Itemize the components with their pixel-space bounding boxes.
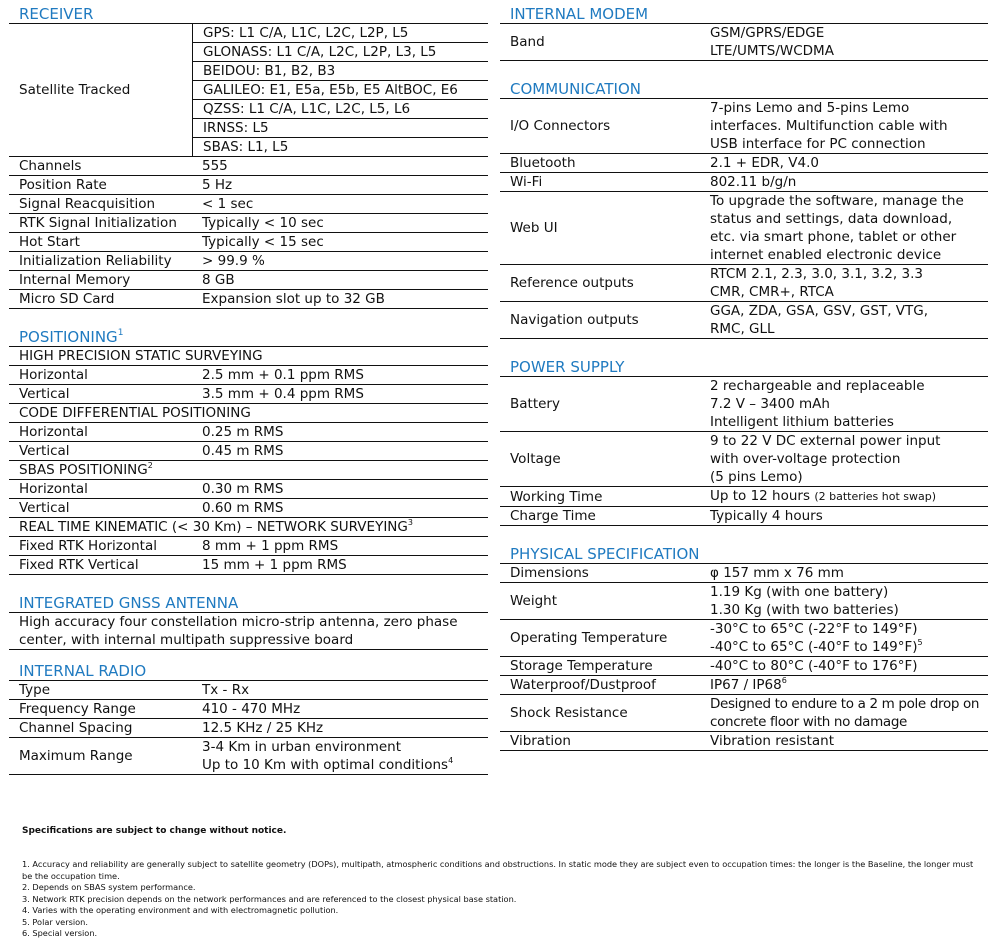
signal-reacquisition-value: < 1 sec [202,196,254,212]
table-row [9,271,488,290]
spacer [500,61,988,80]
navigation-outputs-row [500,302,988,339]
waterproof-label: Waterproof/Dustproof [510,677,656,693]
bluetooth-label: Bluetooth [510,155,576,171]
shock-value [700,695,979,731]
maximum-range-label: Maximum Range [19,748,133,764]
rtk-vertical-value: 15 mm + 1 ppm RMS [202,557,347,573]
charge-time-label: Charge Time [510,508,596,524]
table-row [9,214,488,233]
rtk-init-label: RTK Signal Initialization [19,215,177,231]
table-row [9,195,488,214]
sbas-horizontal-label: Horizontal [19,481,88,497]
code-horizontal-value: 0.25 m RMS [202,424,284,440]
voltage-line-1: 9 to 22 V DC external power input [710,433,941,449]
io-line-2: interfaces. Multifunction cable with [710,118,948,134]
code-vertical-label: Vertical [19,443,70,459]
table-row [9,176,488,195]
rtk-horizontal-value: 8 mm + 1 ppm RMS [202,538,339,554]
table-row [500,564,988,583]
web-line-1: To upgrade the software, manage the [710,193,964,209]
weight-line-2: 1.30 Kg (with two batteries) [710,602,899,618]
io-connectors-row [500,99,988,154]
init-reliability-value: > 99.9 % [202,253,265,269]
rtk-vertical-label: Fixed RTK Vertical [19,557,139,573]
sbas-vertical-label: Vertical [19,500,70,516]
sbas-vertical-value: 0.60 m RMS [202,500,284,516]
hot-start-value: Typically < 15 sec [202,234,324,250]
rtk-init-value: Typically < 10 sec [202,215,324,231]
channels-label: Channels [19,158,82,174]
positioning-title [9,328,488,347]
optemp-line-1: -30°C to 65°C (-22°F to 149°F) [710,621,918,637]
static-horizontal-value: 2.5 mm + 0.1 ppm RMS [202,367,364,383]
table-row [500,507,988,526]
vibration-value: Vibration resistant [710,733,835,749]
footnote-1-cont: be the occupation time. [22,870,120,881]
receiver-title: RECEIVER [9,5,488,24]
table-row [9,366,488,385]
table-row [500,487,988,507]
band-row [500,24,988,61]
channels-value: 555 [202,158,228,174]
table-row [9,480,488,499]
io-line-1: 7-pins Lemo and 5-pins Lemo [710,100,910,116]
maximum-range-row [9,738,488,775]
footnote-1: 1. Accuracy and reliability are generally subject to satellite geometry (DOPs), multipath, atmospheric conditions and obstructions. In static mode they are subject even to occupation times: the longer is the Baseline, the longer must [22,859,974,869]
reference-outputs-label: Reference outputs [510,275,634,291]
weight-line-1: 1.19 Kg (with one battery) [710,584,889,600]
table-row [9,385,488,404]
spacer [9,575,488,594]
band-label: Band [510,34,545,50]
micro-sd-value: Expansion slot up to 32 GB [202,291,385,307]
waterproof-footnote-ref: 6 [781,676,787,685]
wifi-label: Wi-Fi [510,174,543,190]
web-line-3: etc. via smart phone, tablet or other [710,229,957,245]
working-time-label: Working Time [510,488,603,505]
optemp-line-2 [710,638,923,656]
optemp-footnote-ref: 5 [917,638,923,647]
ref-line-1: RTCM 2.1, 2.3, 3.0, 3.1, 3.2, 3.3 [710,266,923,282]
spacer [500,526,988,545]
vibration-label: Vibration [510,733,571,749]
web-ui-label: Web UI [510,220,558,236]
band-line-2: LTE/UMTS/WCDMA [710,43,834,59]
table-row [500,657,988,676]
bluetooth-value: 2.1 + EDR, V4.0 [710,155,819,171]
dimensions-value: φ 157 mm x 76 mm [710,565,844,581]
range-line-2-text: Up to 10 Km with optimal conditions [202,757,449,773]
battery-line-3: Intelligent lithium batteries [710,414,894,430]
sbas-footnote-ref: 2 [147,461,153,470]
operating-temp-row [500,620,988,657]
working-time-value [700,487,936,506]
rtk-heading-text: REAL TIME KINEMATIC (< 30 Km) – NETWORK SURVEYING [19,519,408,535]
rtk-network-head [9,518,488,537]
battery-value [700,377,925,431]
range-line-2 [202,756,453,774]
footnote-4: 4. Varies with the operating environment and with electromagnetic pollution. [22,905,339,915]
static-vertical-label: Vertical [19,386,70,402]
rtk-footnote-ref: 3 [407,518,413,527]
nav-line-2: RMC, GLL [710,321,775,337]
web-line-2: status and settings, data download, [710,211,953,227]
sbas-horizontal-value: 0.30 m RMS [202,481,284,497]
weight-value [700,583,899,619]
satellite-qzss: QZSS: L1 C/A, L1C, L2C, L5, L6 [193,100,488,119]
weight-label: Weight [510,593,558,609]
code-differential-head [9,404,488,423]
satellite-tracked-label: Satellite Tracked [19,82,131,98]
antenna-description [9,613,458,649]
position-rate-label: Position Rate [19,177,107,193]
wifi-value: 802.11 b/g/n [710,174,797,190]
internal-memory-value: 8 GB [202,272,235,288]
physical-title: PHYSICAL SPECIFICATION [500,545,988,564]
table-row [9,442,488,461]
rtk-network-heading [9,518,413,536]
voltage-value [700,432,940,486]
signal-reacquisition-label: Signal Reacquisition [19,196,156,212]
working-time-text: Up to 12 hours [710,488,811,504]
left-column [9,5,488,775]
positioning-footnote-ref: 1 [117,328,124,338]
navigation-outputs-label: Navigation outputs [510,312,639,328]
io-line-3: USB interface for PC connection [710,136,926,152]
radio-type-label: Type [19,682,51,698]
positioning-title-text: POSITIONING [19,328,118,346]
table-row [9,233,488,252]
position-rate-value: 5 Hz [202,177,233,193]
web-ui-row [500,192,988,265]
hot-start-label: Hot Start [19,234,80,250]
static-vertical-value: 3.5 mm + 0.4 ppm RMS [202,386,364,402]
satellite-beidou: BEIDOU: B1, B2, B3 [193,62,488,81]
code-vertical-value: 0.45 m RMS [202,443,284,459]
battery-row [500,377,988,432]
satellite-irnss: IRNSS: L5 [193,119,488,138]
table-row [9,700,488,719]
radio-title: INTERNAL RADIO [9,662,488,681]
weight-row [500,583,988,620]
spacer [9,650,488,662]
sbas-positioning-head [9,461,488,480]
radio-type-value: Tx - Rx [202,682,250,698]
table-row [9,252,488,271]
charge-time-value: Typically 4 hours [710,508,823,524]
code-horizontal-label: Horizontal [19,424,88,440]
satellite-sbas: SBAS: L1, L5 [203,139,289,155]
ref-line-2: CMR, CMR+, RTCA [710,284,834,300]
waterproof-text: IP67 / IP68 [710,677,782,693]
reference-outputs-row [500,265,988,302]
navigation-outputs-value [700,302,928,338]
voltage-label: Voltage [510,451,561,467]
reference-outputs-value [700,265,923,301]
rtk-horizontal-label: Fixed RTK Horizontal [19,538,157,554]
waterproof-value [700,676,787,694]
static-horizontal-label: Horizontal [19,367,88,383]
antenna-title: INTEGRATED GNSS ANTENNA [9,594,488,613]
communication-title: COMMUNICATION [500,80,988,99]
web-ui-value [700,192,964,264]
nav-line-1: GGA, ZDA, GSA, GSV, GST, VTG, [710,303,929,319]
table-row [500,154,988,173]
table-row [500,676,988,695]
antenna-line-1: High accuracy four constellation micro-strip antenna, zero phase [19,614,458,630]
table-row [9,423,488,442]
change-notice: Specifications are subject to change without notice. [22,826,287,836]
shock-line-1: Designed to endure to a 2 m pole drop on [710,696,980,712]
channel-spacing-value: 12.5 KHz / 25 KHz [202,720,324,736]
table-row [9,537,488,556]
antenna-line-2: center, with internal multipath suppressive board [19,632,354,648]
table-row [9,681,488,700]
footnote-3: 3. Network RTK precision depends on the network performances and are referenced to the closest physical base station. [22,893,517,904]
init-reliability-label: Initialization Reliability [19,253,172,269]
storage-temp-label: Storage Temperature [510,658,653,674]
right-column [500,5,988,751]
micro-sd-label: Micro SD Card [19,291,115,307]
battery-label: Battery [510,396,560,412]
satellite-tracked-row [9,24,488,157]
frequency-range-label: Frequency Range [19,701,136,717]
footnotes [22,859,982,940]
footnote-6: 6. Special version. [22,928,98,938]
operating-temp-value [700,620,923,656]
band-line-1: GSM/GPRS/EDGE [710,25,825,41]
antenna-description-row [9,613,488,650]
io-connectors-label: I/O Connectors [510,118,611,134]
table-row [9,556,488,575]
frequency-range-value: 410 - 470 MHz [202,701,301,717]
power-title: POWER SUPPLY [500,358,988,377]
shock-label: Shock Resistance [510,705,628,721]
maximum-range-value [192,738,453,774]
modem-title: INTERNAL MODEM [500,5,988,24]
sbas-positioning-heading [9,461,153,479]
table-row [500,732,988,751]
internal-memory-label: Internal Memory [19,272,131,288]
voltage-line-2: with over-voltage protection [710,451,901,467]
web-line-4: internet enabled electronic device [710,247,942,263]
spacer [9,309,488,328]
shock-line-2: concrete floor with no damage [710,714,908,730]
satellite-glonass: GLONASS: L1 C/A, L2C, L2P, L3, L5 [193,43,488,62]
table-row [9,157,488,176]
battery-line-2: 7.2 V – 3400 mAh [710,396,830,412]
shock-row [500,695,988,732]
operating-temp-label: Operating Temperature [510,630,668,646]
sbas-heading-text: SBAS POSITIONING [19,462,148,478]
footnote-5: 5. Polar version. [22,916,88,927]
channel-spacing-label: Channel Spacing [19,720,133,736]
optemp-line-2-text: -40°C to 65°C (-40°F to 149°F) [710,639,918,655]
working-time-note: (2 batteries hot swap) [814,490,937,503]
io-connectors-value [700,99,948,153]
voltage-row [500,432,988,487]
dimensions-label: Dimensions [510,565,589,581]
storage-temp-value: -40°C to 80°C (-40°F to 176°F) [710,658,918,674]
voltage-line-3: (5 pins Lemo) [710,469,803,485]
spacer [500,339,988,358]
satellite-list [192,24,488,156]
satellite-gps: GPS: L1 C/A, L1C, L2C, L2P, L5 [193,24,488,43]
static-surveying-head [9,347,488,366]
static-surveying-heading: HIGH PRECISION STATIC SURVEYING [19,348,263,364]
footnote-2: 2. Depends on SBAS system performance. [22,882,196,892]
table-row [9,290,488,309]
code-differential-heading: CODE DIFFERENTIAL POSITIONING [19,405,251,421]
table-row [500,173,988,192]
range-footnote-ref: 4 [448,756,454,765]
table-row [9,719,488,738]
battery-line-1: 2 rechargeable and replaceable [710,378,925,394]
band-value [700,24,834,60]
range-line-1: 3-4 Km in urban environment [202,739,402,755]
table-row [9,499,488,518]
satellite-galileo: GALILEO: E1, E5a, E5b, E5 AltBOC, E6 [193,81,488,100]
